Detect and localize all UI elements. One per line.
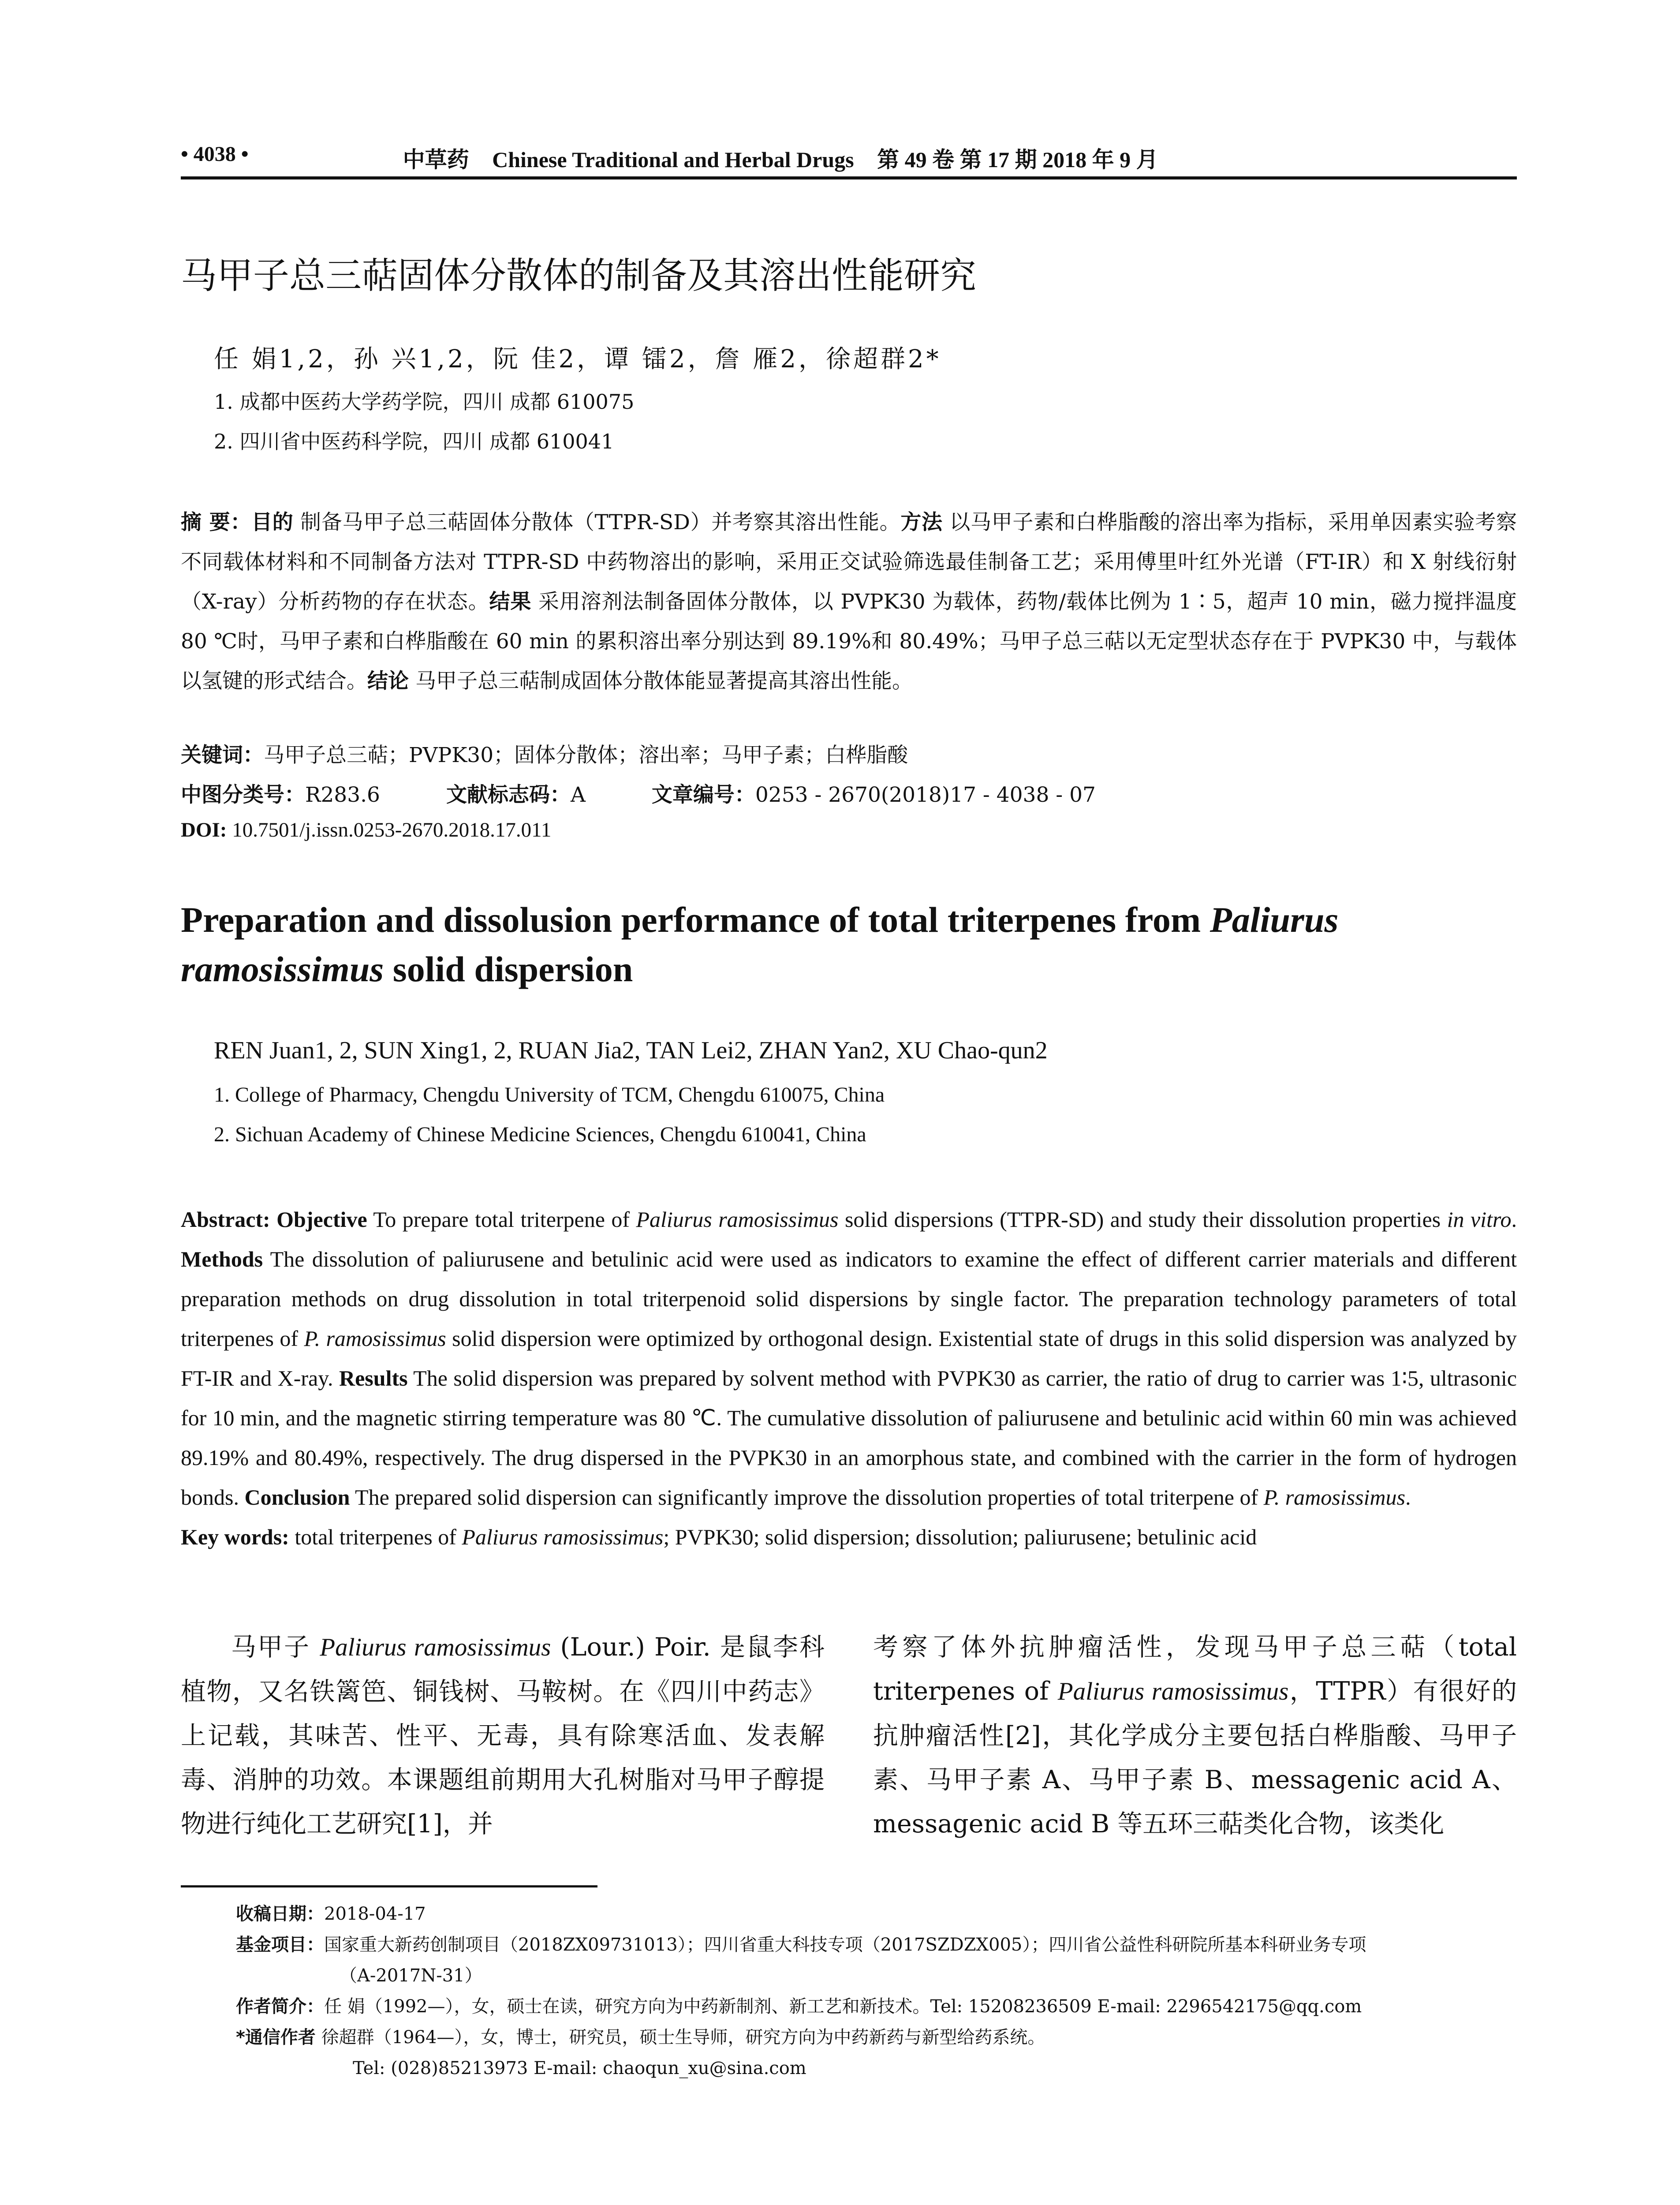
methods-en-a: The dissolution of paliurusene and betulinic acid were used as indicators to examine the effect of different carrier materials and different preparation methods on drug dissolution in total triterpenoid solid dispersions by single factor. The preparation technology parameters of total triterpenes of xyxy=(181,1247,1517,1351)
title-en-part-a: Preparation and dissolusion performance of total triterpenes from xyxy=(181,900,1210,940)
title-cn: 马甲子总三萜固体分散体的制备及其溶出性能研究 xyxy=(181,255,977,297)
methods-en-b: solid dispersion were optimized by orthogonal design. Existential state of drugs in this solid dispersion was analyzed by FT-IR and X-ray. xyxy=(181,1326,1517,1390)
keywords-cn xyxy=(181,739,908,768)
affiliation-en-2: 2. Sichuan Academy of Chinese Medicine Sciences, Chengdu 610041, China xyxy=(214,1123,866,1146)
journal-line xyxy=(403,142,1158,174)
received-label: 收稿日期： xyxy=(236,1904,324,1924)
body-left-b: (Lour.) Poir. 是鼠李科植物，又名铁篱笆、铜钱树、马鞍树。在《四川中药志》上记载，其味苦、性平、无毒，具有除寒活血、发表解毒、消肿的功效。本课题组前期用大孔树脂对马甲子醇提物进行纯化工艺研究[1]，并 xyxy=(181,1633,825,1839)
objective-en-a: To prepare total triterpene of xyxy=(367,1207,636,1232)
objective-en-invitro: in vitro xyxy=(1447,1207,1512,1232)
footnote-corresponding-contact: Tel: (028)85213973 E-mail: chaoqun_xu@sina.com xyxy=(353,2058,806,2078)
conclusion-en-a: The prepared solid dispersion can significantly improve the dissolution properties of total triterpene of xyxy=(350,1485,1264,1510)
footnote-divider xyxy=(181,1885,597,1887)
journal-issue: 第 49 卷 第 17 期 2018 年 9 月 xyxy=(877,147,1158,172)
objective-cn: 制备马甲子总三萜固体分散体（TTPR-SD）并考察其溶出性能。 xyxy=(293,510,901,534)
objective-en-c: . xyxy=(1511,1207,1517,1232)
objective-label-cn: 目的 xyxy=(251,510,294,534)
corresponding-label: *通信作者 xyxy=(236,2027,316,2048)
author-text: 任 娟（1992—），女，硕士在读，研究方向为中药新制剂、新工艺和新技术。Tel: 15208236509 E-mail: 2296542175@qq.com xyxy=(324,1996,1362,2017)
journal-name-en: Chinese Traditional and Herbal Drugs xyxy=(492,147,854,172)
abstract-en xyxy=(181,1200,1517,1557)
body-left-a: 马甲子 xyxy=(231,1633,320,1662)
corresponding-text: 徐超群（1964—），女，博士，研究员，硕士生导师，研究方向为中药新药与新型给药系统。 xyxy=(315,2027,1045,2048)
keywords-label-en: Key words: xyxy=(181,1525,289,1549)
methods-label-en: Methods xyxy=(181,1247,263,1271)
doi-line xyxy=(181,818,551,842)
authors-cn: 任 娟1,2，孙 兴1,2，阮 佳2，谭 镭2，詹 雁2，徐超群2* xyxy=(214,345,941,374)
body-column-left xyxy=(181,1625,825,1846)
affiliation-cn-2: 2. 四川省中医药科学院，四川 成都 610041 xyxy=(214,430,614,453)
footnote-received xyxy=(236,1899,426,1929)
clc-label: 中图分类号： xyxy=(181,783,305,807)
conclusion-en-species: P. ramosissimus xyxy=(1263,1485,1405,1510)
keywords-en-species: Paliurus ramosissimus xyxy=(462,1525,664,1549)
conclusion-label-en: Conclusion xyxy=(244,1485,350,1510)
abstract-label-cn: 摘 要： xyxy=(181,510,252,534)
fund-label: 基金项目： xyxy=(236,1935,324,1955)
doi-value: 10.7501/j.issn.0253-2670.2018.17.011 xyxy=(227,818,552,841)
received-date: 2018-04-17 xyxy=(324,1904,426,1924)
keywords-label-cn: 关键词： xyxy=(181,743,264,767)
article-no-value: 0253 - 2670(2018)17 - 4038 - 07 xyxy=(755,783,1096,807)
doc-code-value: A xyxy=(570,783,586,807)
results-label-en: Results xyxy=(339,1366,408,1390)
keywords-en-a: total triterpenes of xyxy=(289,1525,462,1549)
objective-en-b: solid dispersions (TTPR-SD) and study their dissolution properties xyxy=(838,1207,1447,1232)
results-label-cn: 结果 xyxy=(489,590,532,614)
article-no-label: 文章编号： xyxy=(651,783,755,807)
title-en-part-c: solid dispersion xyxy=(384,949,633,989)
affiliation-en-1: 1. College of Pharmacy, Chengdu University of TCM, Chengdu 610075, China xyxy=(214,1083,885,1106)
keywords-text-cn: 马甲子总三萜；PVPK30；固体分散体；溶出率；马甲子素；白桦脂酸 xyxy=(264,743,908,767)
conclusion-cn: 马甲子总三萜制成固体分散体能显著提高其溶出性能。 xyxy=(409,669,913,693)
keywords-en-b: ; PVPK30; solid dispersion; dissolution; paliurusene; betulinic acid xyxy=(663,1525,1257,1549)
methods-en-species: P. ramosissimus xyxy=(304,1326,446,1351)
body-column-right xyxy=(873,1625,1517,1846)
fund-text: 国家重大新药创制项目（2018ZX09731013）；四川省重大科技专项（2017SZDZX005）；四川省公益性科研院所基本科研业务专项 xyxy=(324,1935,1366,1955)
footnote-fund xyxy=(236,1929,1366,1960)
page-number: • 4038 • xyxy=(181,142,249,166)
title-en-species: Paliurus ramosissimus xyxy=(181,900,1339,989)
classification-line xyxy=(181,778,1096,808)
authors-en: REN Juan1, 2, SUN Xing1, 2, RUAN Jia2, TAN Lei2, ZHAN Yan2, XU Chao-qun2 xyxy=(214,1037,1048,1064)
results-en: The solid dispersion was prepared by solvent method with PVPK30 as carrier, the ratio of drug to carrier was 1∶5, ultrasonic for 10 min, and the magnetic stirring temperature was 80 ℃. The cumulative dissolution of paliurusene and betulinic acid within 60 min was achieved 89.19% and 80.49%, respectively. The drug dispersed in the PVPK30 in an amorphous state, and combined with the carrier in the form of hydrogen bonds. xyxy=(181,1366,1517,1510)
body-right-species: Paliurus ramosissimus xyxy=(1057,1678,1289,1705)
methods-cn: 以马甲子素和白桦脂酸的溶出率为指标，采用单因素实验考察不同载体材料和不同制备方法对 TTPR-SD 中药物溶出的影响，采用正交试验筛选最佳制备工艺；采用傅里叶红外光谱（FT-IR）和 X 射线衍射（X-ray）分析药物的存在状态。 xyxy=(181,510,1517,614)
body-left-species: Paliurus ramosissimus xyxy=(320,1633,551,1661)
author-label: 作者简介： xyxy=(236,1996,324,2017)
journal-name-cn: 中草药 xyxy=(403,146,469,172)
objective-en-species: Paliurus ramosissimus xyxy=(636,1207,839,1232)
running-header xyxy=(181,142,1517,179)
methods-label-cn: 方法 xyxy=(900,510,943,534)
conclusion-label-cn: 结论 xyxy=(367,669,409,693)
abstract-cn xyxy=(181,503,1517,701)
abstract-label-en: Abstract: Objective xyxy=(181,1207,367,1232)
body-right-b: ，TTPR）有很好的抗肿瘤活性[2]，其化学成分主要包括白桦脂酸、马甲子素、马甲子素 A、马甲子素 B、messagenic acid A、messagenic acid B 等五环三萜类化合物，该类化 xyxy=(873,1677,1517,1839)
footnote-corresponding xyxy=(236,2022,1045,2053)
results-cn: 采用溶剂法制备固体分散体，以 PVPK30 为载体，药物/载体比例为 1∶5，超声 10 min，磁力搅拌温度 80 ℃时，马甲子素和白桦脂酸在 60 min 的累积溶出率分别达到 89.19%和 80.49%；马甲子总三萜以无定型状态存在于 PVPK30 中，与载体以氢键的形式结合。 xyxy=(181,590,1517,693)
affiliation-cn-1: 1. 成都中医药大学药学院，四川 成都 610075 xyxy=(214,390,635,414)
clc-value: R283.6 xyxy=(305,783,380,807)
doc-code-label: 文献标志码： xyxy=(446,783,571,807)
title-en xyxy=(181,895,1517,994)
body-right-a: 考察了体外抗肿瘤活性，发现马甲子总三萜（total triterpenes of xyxy=(873,1633,1517,1706)
footnote-author xyxy=(236,1991,1362,2022)
conclusion-en-b: . xyxy=(1405,1485,1411,1510)
footnote-fund-cont: （A-2017N-31） xyxy=(340,1966,482,1986)
doi-label: DOI: xyxy=(181,818,227,841)
